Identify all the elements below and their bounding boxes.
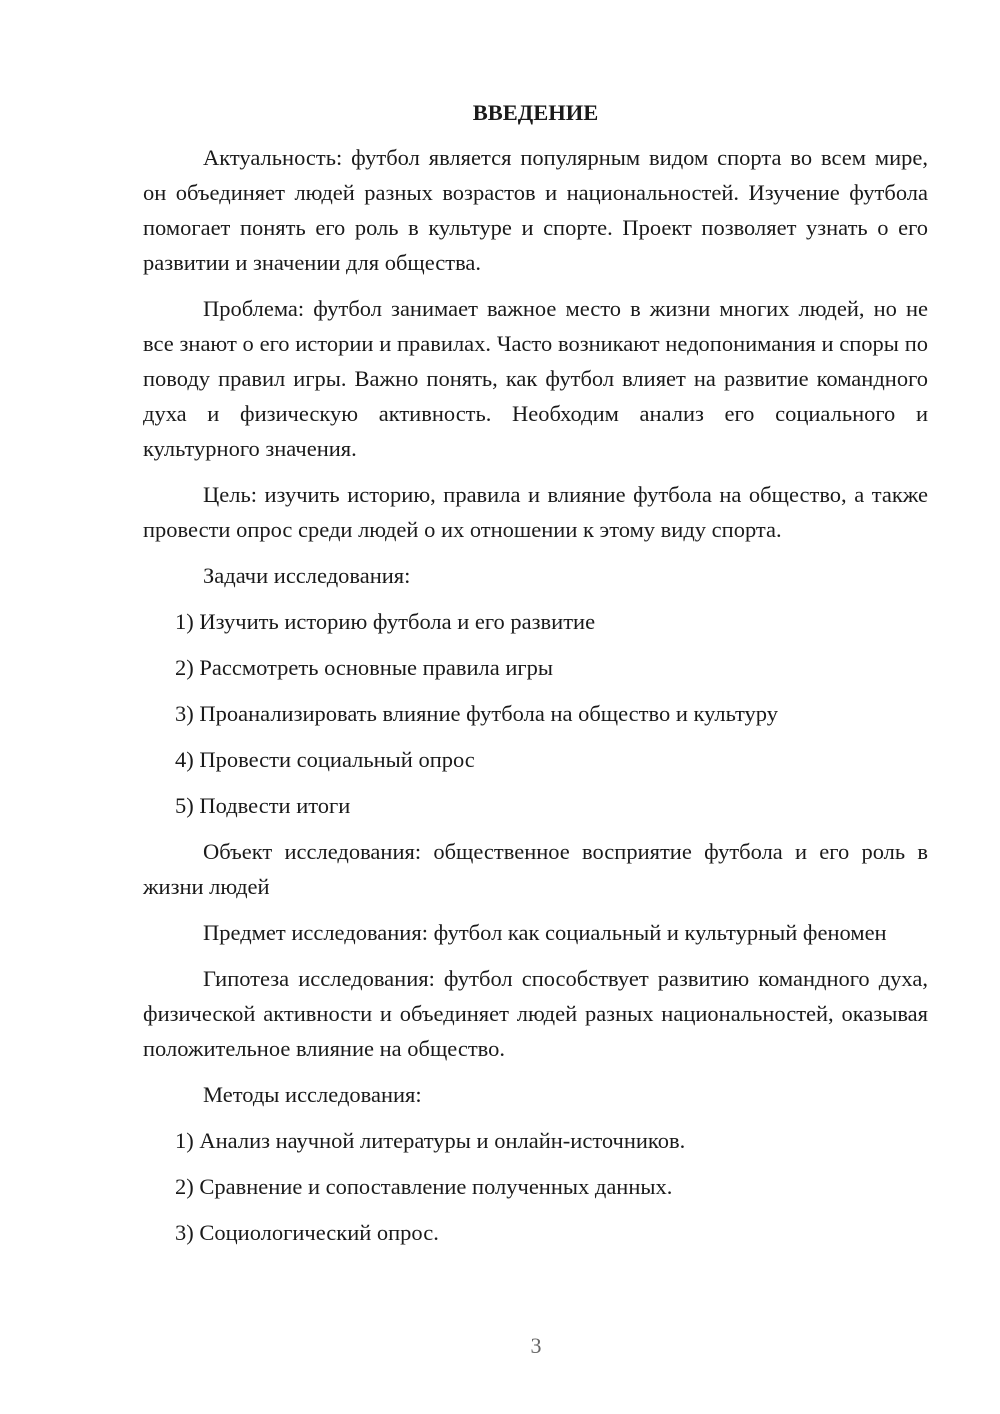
section-title: ВВЕДЕНИЕ — [472, 100, 599, 125]
method-item: 3) Социологический опрос. — [175, 1220, 439, 1245]
task-item: 1) Изучить историю футбола и его развитие — [175, 609, 596, 634]
tasks-list — [143, 604, 928, 823]
method-item: 2) Сравнение и сопоставление полученных данных. — [175, 1174, 673, 1199]
task-item: 4) Провести социальный опрос — [175, 747, 475, 772]
method-item: 1) Анализ научной литературы и онлайн-источников. — [175, 1128, 686, 1153]
task-item: 3) Проанализировать влияние футбола на общество и культуру — [175, 701, 779, 726]
methods-list — [143, 1123, 928, 1250]
tasks-label: Задачи исследования: — [203, 563, 411, 588]
page-number: 3 — [530, 1333, 542, 1358]
object-paragraph: Объект исследования: общественное восприятие футбола и его роль в жизни людей — [143, 839, 928, 899]
methods-label: Методы исследования: — [203, 1082, 422, 1107]
document-page — [143, 95, 928, 1261]
task-item: 2) Рассмотреть основные правила игры — [175, 655, 553, 680]
hypothesis-paragraph: Гипотеза исследования: футбол способствует развитию командного духа, физической активности и объединяет людей разных национальностей, оказывая положительное влияние на общество. — [143, 966, 928, 1061]
goal-paragraph: Цель: изучить историю, правила и влияние футбола на общество, а также провести опрос среди людей о их отношении к этому виду спорта. — [143, 482, 928, 542]
relevance-paragraph: Актуальность: футбол является популярным видом спорта во всем мире, он объединяет людей разных возрастов и национальностей. Изучение футбола помогает понять его роль в культуре и спорте. Проект позволяет узнать о его развитии и значении для общества. — [143, 145, 928, 275]
task-item: 5) Подвести итоги — [175, 793, 351, 818]
problem-paragraph: Проблема: футбол занимает важное место в жизни многих людей, но не все знают о его истории и правилах. Часто возникают недопонимания и споры по поводу правил игры. Важно понять, как футбол влияет на развитие командного духа и физическую активность. Необходим анализ его социального и культурного значения. — [143, 296, 928, 461]
subject-paragraph: Предмет исследования: футбол как социальный и культурный феномен — [203, 920, 887, 945]
